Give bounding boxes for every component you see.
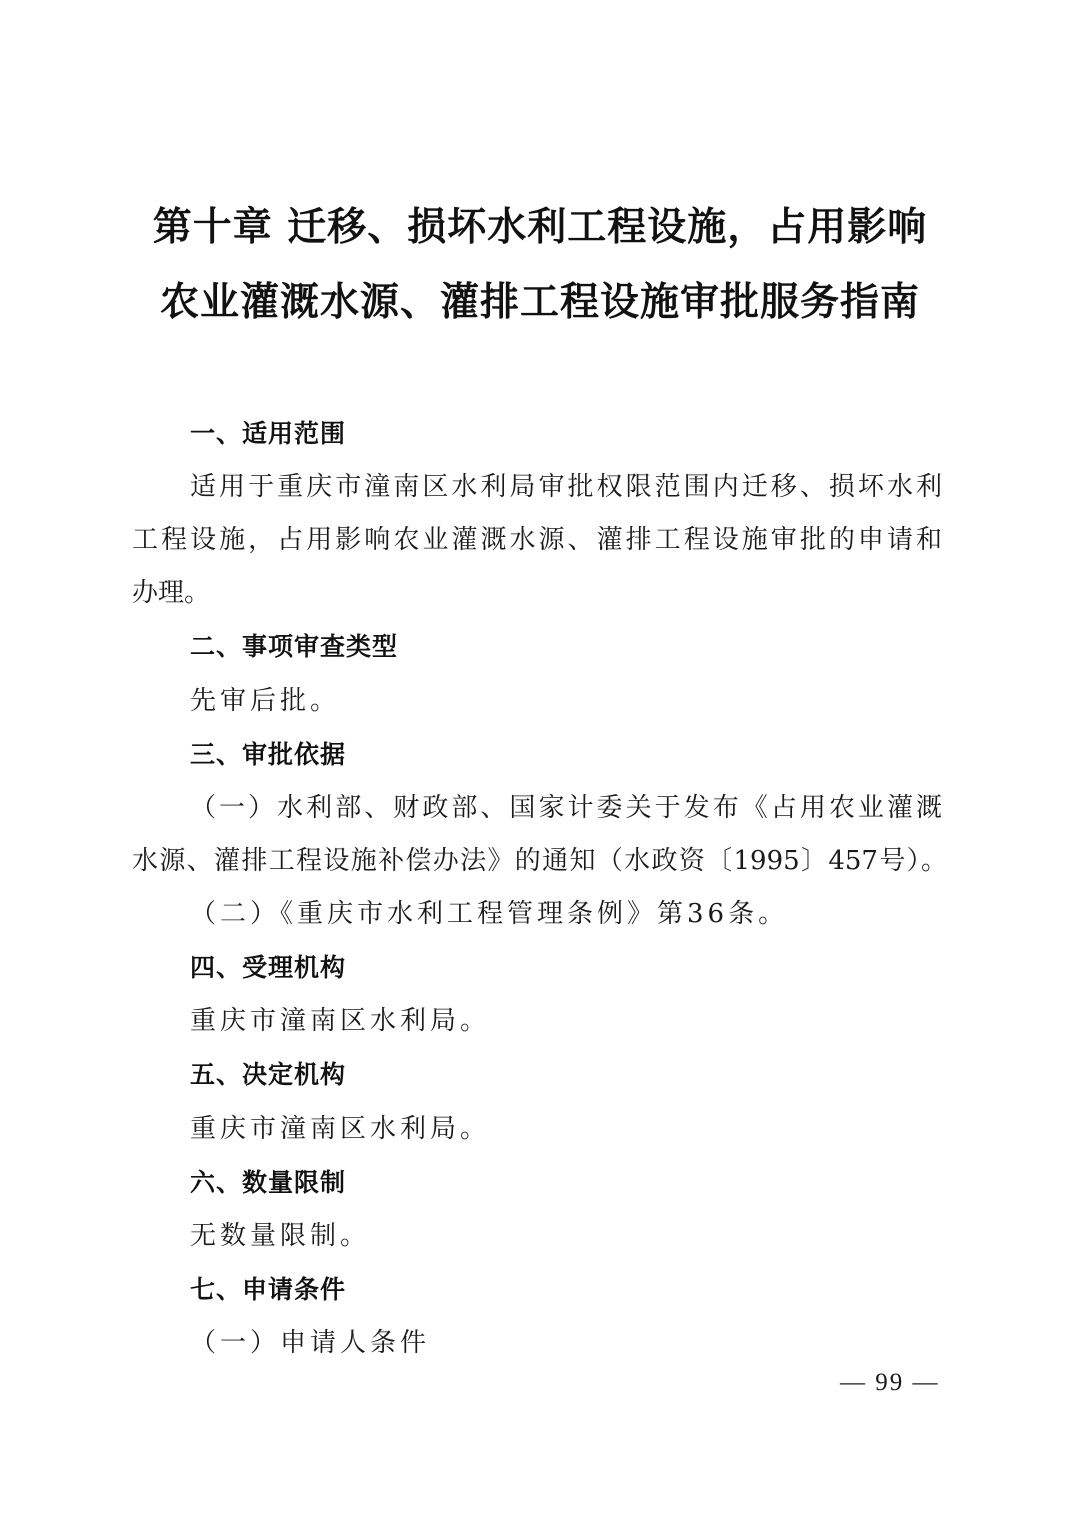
section-heading-conditions: 七、申请条件 (190, 1275, 347, 1304)
section-heading-accepting-agency: 四、受理机构 (190, 953, 347, 982)
section-heading-deciding-agency: 五、决定机构 (190, 1060, 347, 1089)
section-heading-scope: 一、适用范围 (190, 419, 347, 448)
paragraph-line: 办理。 (132, 578, 211, 608)
paragraph-line: 水源、灌排工程设施补偿办法》的通知（水政资〔1995〕457号）。 (132, 846, 947, 876)
page-title-line-1: 第十章 迁移、损坏水利工程设施，占用影响 (152, 204, 928, 250)
paragraph-line: （一）申请人条件 (190, 1328, 431, 1358)
paragraph-line: （二）《重庆市水利工程管理条例》第36条。 (190, 899, 789, 929)
paragraph-line: 适用于重庆市潼南区水利局审批权限范围内迁移、损坏水利 (190, 472, 942, 502)
paragraph-line: （一）水利部、财政部、国家计委关于发布《占用农业灌溉 (190, 793, 942, 823)
paragraph-line: 无数量限制。 (190, 1221, 371, 1251)
paragraph-line: 重庆市潼南区水利局。 (190, 1114, 491, 1144)
section-heading-basis: 三、审批依据 (190, 740, 347, 769)
page-title-line-2: 农业灌溉水源、灌排工程设施审批服务指南 (159, 279, 920, 325)
paragraph-line: 工程设施，占用影响农业灌溉水源、灌排工程设施审批的申请和 (132, 525, 942, 555)
page-number: — 99 — (840, 1369, 940, 1396)
section-heading-review-type: 二、事项审查类型 (190, 632, 399, 661)
paragraph-line: 先审后批。 (190, 686, 341, 716)
section-heading-quantity-limit: 六、数量限制 (190, 1168, 347, 1197)
paragraph-line: 重庆市潼南区水利局。 (190, 1006, 491, 1036)
